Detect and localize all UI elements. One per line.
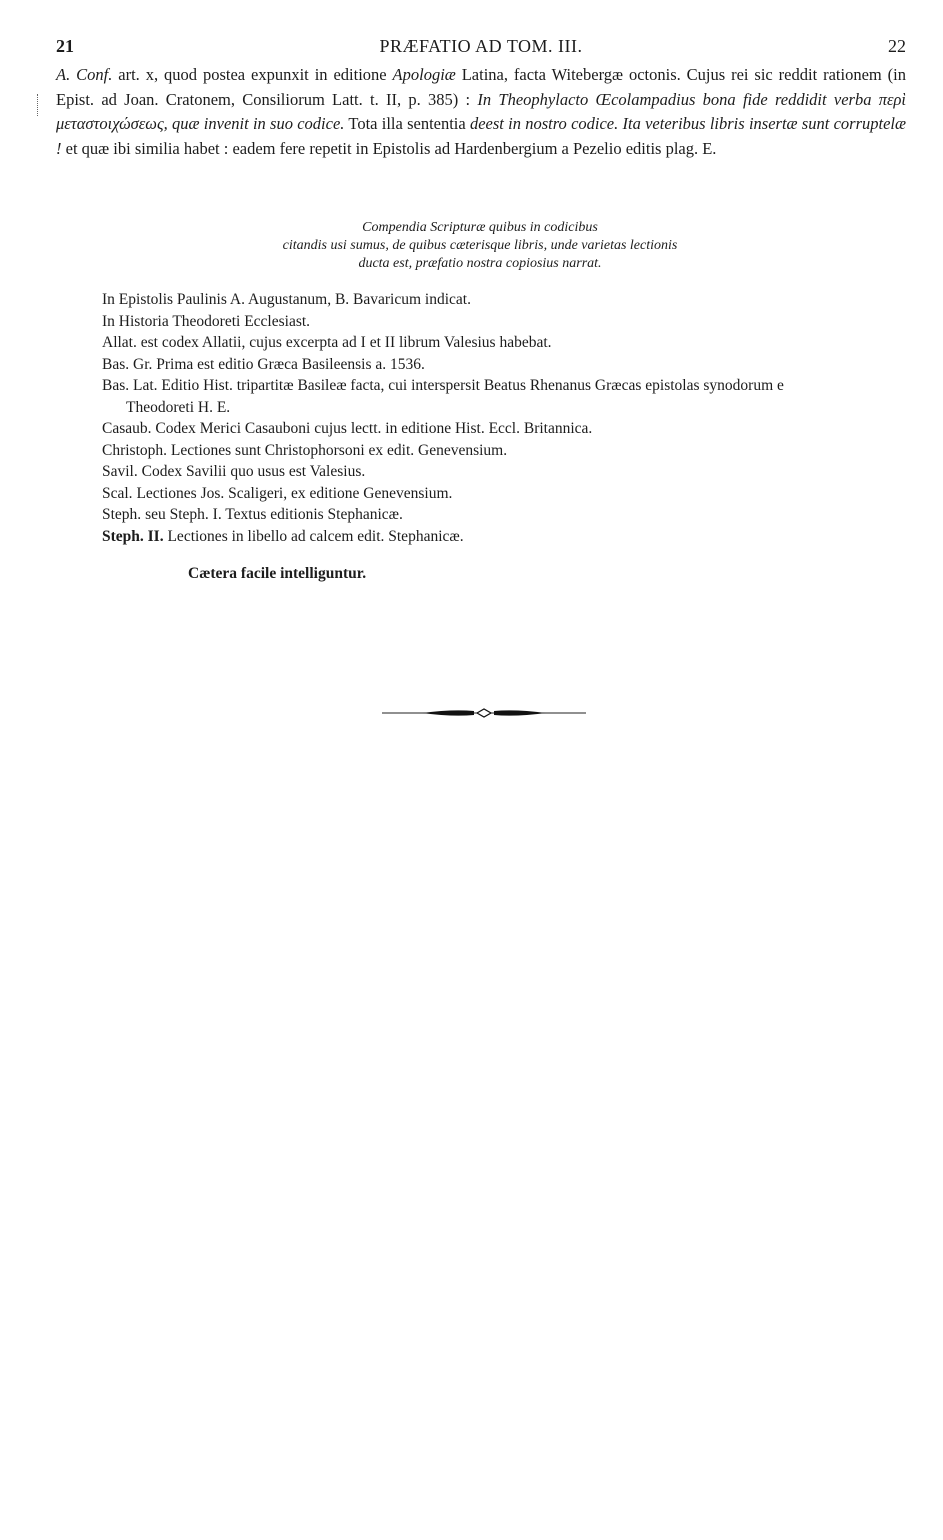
- list-item: [102, 311, 842, 333]
- text-segment: deest in nostro codice. Ita veteribus libris insertæ sunt corruptelæ !: [56, 114, 906, 158]
- body-paragraph: [56, 63, 906, 161]
- abbreviation: Christoph.: [102, 441, 168, 459]
- note-line: citandis usi sumus, de quibus cæterisque libris, unde varietas lectionis: [282, 238, 678, 253]
- text-segment: Latina, facta Witebergæ octonis. Cujus rei sic reddit rationem (in Epist. ad Joan. Cratonem, Consiliorum Latt. t. II, p. 385) :: [56, 65, 906, 109]
- abbreviation-text: Lectiones in libello ad calcem edit. Stephanicæ.: [163, 527, 464, 545]
- abbreviation: Scal.: [102, 484, 133, 502]
- abbreviation: Bas. Gr.: [102, 355, 153, 373]
- text-segment: Apologiæ: [392, 65, 456, 84]
- abbreviation-text: Epistolis Paulinis A. Augustanum, B. Bavaricum indicat.: [114, 291, 471, 308]
- tailpiece-ornament-icon: [382, 706, 586, 720]
- abbreviation: Steph. II.: [102, 527, 164, 545]
- abbreviation-text: Historia Theodoreti Ecclesiast.: [114, 312, 311, 330]
- abbreviation-text: Lectiones sunt Christophorsoni ex edit. Genevensium.: [167, 441, 508, 459]
- margin-mark: [37, 94, 39, 116]
- list-item: [102, 483, 842, 505]
- running-header: [56, 36, 906, 58]
- text-segment: art. x, quod postea expunxit in editione: [112, 65, 393, 84]
- list-item: [102, 354, 842, 376]
- list-item: [102, 289, 842, 311]
- abbreviation-text: seu Steph. I. Textus editionis Stephanicæ.: [141, 506, 403, 523]
- text-segment: In Theophylacto Œcolampadius bona fide reddidit verba περὶ μεταστοιχώσεως, quæ invenit in suo codice.: [56, 89, 906, 133]
- abbreviation: Casaub.: [102, 420, 152, 437]
- list-item: [102, 418, 842, 440]
- list-item: [102, 461, 842, 483]
- list-item: [102, 332, 842, 354]
- list-item: [102, 526, 842, 548]
- abbreviation: In: [102, 291, 115, 308]
- abbreviation: Savil.: [102, 463, 138, 480]
- abbreviation: In: [102, 312, 115, 330]
- abbreviation-text: Codex Merici Casauboni cujus lectt. in editione Hist. Eccl. Britannica.: [151, 420, 593, 437]
- abbreviation-text: Lectiones Jos. Scaligeri, ex editione Genevensium.: [132, 484, 453, 502]
- list-item: [102, 440, 842, 462]
- abbreviation: Bas. Lat.: [102, 377, 158, 394]
- running-title: PRÆFATIO AD TOM. III.: [379, 36, 583, 56]
- note-line: ducta est, præfatio nostra copiosius narrat.: [358, 256, 602, 271]
- compendia-note: [140, 219, 820, 273]
- text-segment: et quæ ibi similia habet : eadem fere repetit in Epistolis ad Hardenbergium a Pezelio editis plag. E.: [61, 138, 717, 158]
- abbreviation-list: [102, 289, 842, 547]
- closing-line: Cætera facile intelliguntur.: [188, 565, 367, 582]
- abbreviation-text: Prima est editio Græca Basileensis a. 1536.: [152, 355, 425, 373]
- abbreviation-text: Codex Savilii quo usus est Valesius.: [137, 463, 366, 480]
- text-segment: Tota illa sententia: [344, 114, 470, 133]
- list-item: [102, 504, 842, 526]
- abbreviation-text: est codex Allatii, cujus excerpta ad I et II librum Valesius habebat.: [136, 334, 552, 351]
- note-line: Compendia Scripturæ quibus in codicibus: [362, 220, 598, 235]
- abbreviation-text: Editio Hist. tripartitæ Basileæ facta, cui interspersit Beatus Rhenanus Græcas epistolas synodorum e Theodoreti H. E.: [126, 377, 784, 416]
- abbreviation: Steph.: [102, 506, 142, 523]
- right-page-number: 22: [888, 36, 906, 56]
- text-segment: A. Conf.: [56, 65, 113, 84]
- left-page-number: 21: [56, 36, 74, 56]
- abbreviation: Allat.: [102, 334, 137, 351]
- list-item: [102, 375, 842, 418]
